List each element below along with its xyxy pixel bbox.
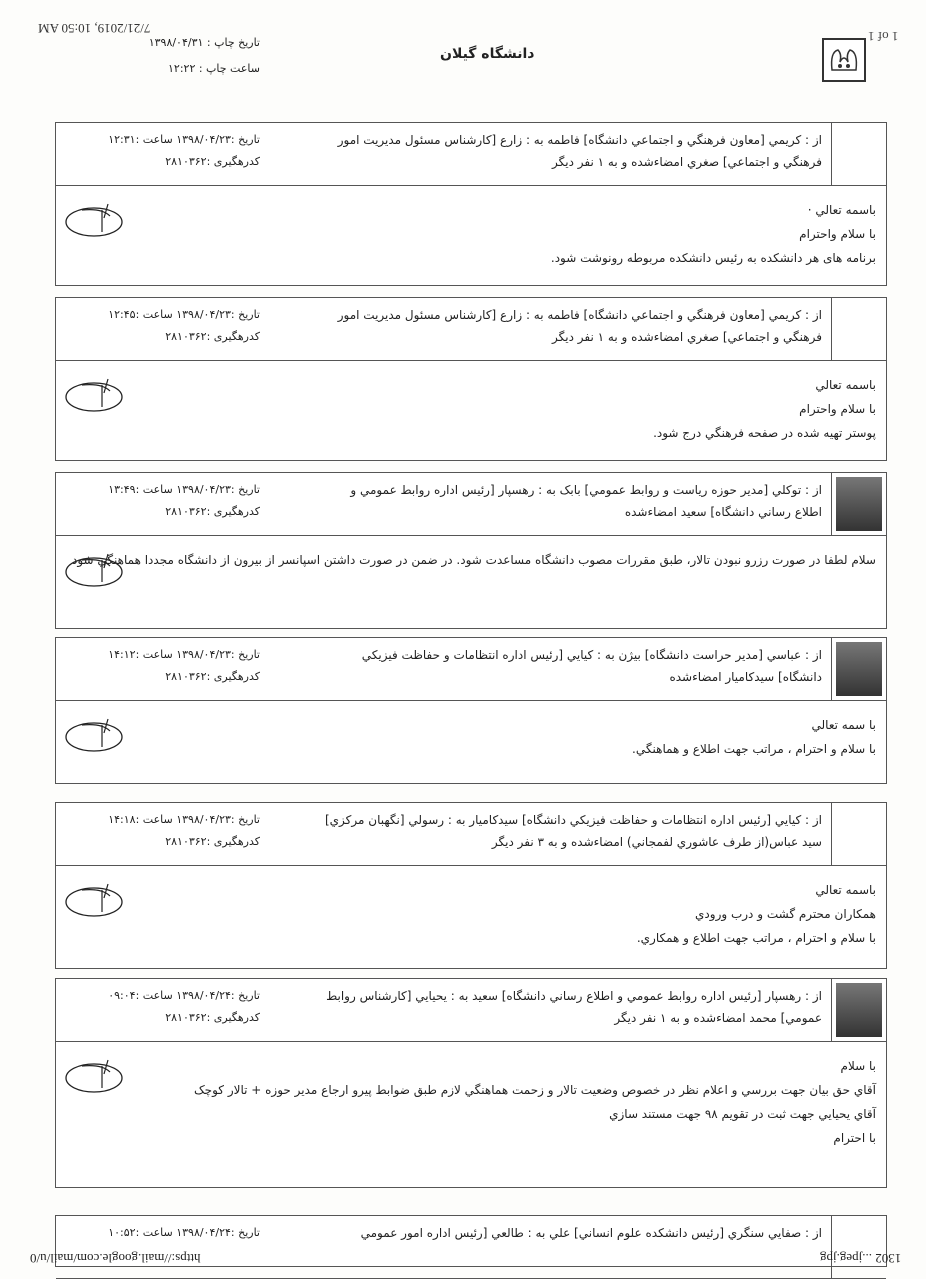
message-card — [55, 978, 887, 1188]
print-date: تاریخ چاپ : ۱۳۹۸/۰۴/۳۱ — [148, 36, 260, 49]
avatar — [836, 807, 882, 861]
message-line: با سلام — [840, 1059, 876, 1073]
message-date-time: تاریخ :۱۳۹۸/۰۴/۲۳ ساعت :۱۴:۱۸ — [108, 813, 260, 826]
message-from: از : صفایي سنگري [رئیس دانشکده علوم انساني] علي به : طالعي [رئیس اداره امور عمومي — [360, 1226, 822, 1240]
message-card — [55, 637, 887, 784]
message-card — [55, 802, 887, 969]
message-header — [56, 803, 886, 866]
message-line: با سلام و احترام ، مراتب جهت اطلاع و هماهنگي. — [632, 742, 876, 756]
message-line: باسمه تعالي · — [807, 203, 876, 217]
sender-photo — [831, 803, 886, 865]
message-line: آقاي حق بیان جهت بررسي و اعلام نظر در خصوص وضعیت تالار و زحمت هماهنگي لازم طبق ضوابط پیرو ارجاع مدیر حوزه + تالار کوچک — [193, 1083, 876, 1097]
signature-icon — [62, 1052, 132, 1097]
avatar — [836, 477, 882, 531]
tracking-code: کدرهگیری :۲۸۱۰۳۶۲ — [165, 330, 260, 343]
avatar — [836, 302, 882, 356]
sender-photo — [831, 1216, 886, 1278]
message-from: از : کیایي [رئیس اداره انتظامات و حفاظت فیزیکي دانشگاه] سیدکامیار به : رسولي [نگهبان مرکزي] سید عباس(از طرف عاشوري لفمجاني) امضاءشده و به ۳ نفر دیگر — [324, 813, 822, 849]
message-from: از : عباسي [مدیر حراست دانشگاه] بیژن به : کیایي [رئیس اداره انتظامات و حفاظت فیزیکي دانشگاه] سیدکامیار امضاءشده — [361, 648, 822, 684]
message-header — [56, 473, 886, 536]
message-meta — [60, 479, 260, 523]
avatar — [836, 983, 882, 1037]
file-name-flipped: 1302 ...jpeg.jpg — [820, 1251, 902, 1266]
sender-photo — [831, 979, 886, 1041]
message-from: از : رهسپار [رئیس اداره روابط عمومي و اطلاع رساني دانشگاه] سعید به : یحیایي [کارشناس روابط عمومي] محمد امضاءشده و به ۱ نفر دیگر — [326, 989, 822, 1025]
print-stamp-flipped: 7/21/2019, 10:50 AM — [38, 21, 151, 36]
message-line: آقاي یحیایي جهت ثبت در تقویم ۹۸ جهت مستند سازي — [609, 1107, 876, 1121]
message-body — [56, 536, 886, 576]
tracking-code: کدرهگیری :۲۸۱۰۳۶۲ — [165, 1011, 260, 1024]
sender-photo — [831, 638, 886, 700]
message-body — [56, 186, 886, 274]
tracking-code: کدرهگیری :۲۸۱۰۳۶۲ — [165, 835, 260, 848]
signature-icon — [62, 876, 132, 921]
message-header — [56, 1216, 886, 1279]
avatar — [836, 127, 882, 181]
message-header — [56, 979, 886, 1042]
message-line: سلام لطفا در صورت رزرو نبودن تالار، طبق مقررات مصوب دانشگاه مساعدت شود. در ضمن در صورت داشتن اسپانسر از بیرون از دانشگاه مجددا هماهنگي شود — [72, 553, 876, 567]
message-meta — [60, 129, 260, 173]
message-header — [56, 298, 886, 361]
tracking-code: کدرهگیری :۲۸۱۰۳۶۲ — [165, 670, 260, 683]
message-header — [56, 638, 886, 701]
sender-photo — [831, 298, 886, 360]
message-line: با سمه تعالي — [811, 718, 876, 732]
message-card — [55, 472, 887, 629]
avatar — [836, 642, 882, 696]
page-title: دانشگاه گیلان — [440, 46, 535, 62]
message-body — [56, 1042, 886, 1154]
message-date-time: تاریخ :۱۳۹۸/۰۴/۲۳ ساعت :۱۳:۴۹ — [108, 483, 260, 496]
message-body — [56, 701, 886, 765]
message-from: از : کریمي [معاون فرهنگي و اجتماعي دانشگاه] فاطمه به : زارع [کارشناس مسئول مدیریت امور فرهنگي و اجتماعي] صغري امضاءشده و به ۱ نفر دیگر — [337, 308, 822, 344]
signature-icon — [62, 546, 132, 591]
message-line: با سلام واحترام — [799, 227, 876, 241]
sender-photo — [831, 473, 886, 535]
print-time: ساعت چاپ : ۱۲:۲۲ — [168, 62, 260, 75]
message-line: باسمه تعالي — [815, 378, 876, 392]
signature-icon — [62, 711, 132, 756]
tracking-code: کدرهگیری :۲۸۱۰۳۶۲ — [165, 155, 260, 168]
message-card — [55, 122, 887, 286]
message-line: باسمه تعالي — [815, 883, 876, 897]
message-line: با سلام و احترام ، مراتب جهت اطلاع و همکاري. — [636, 931, 876, 945]
message-body — [56, 361, 886, 449]
message-from: از : توکلي [مدیر حوزه ریاست و روابط عمومي] بابک به : رهسپار [رئیس اداره روابط عمومي و اطلاع رساني دانشگاه] سعید امضاءشده — [350, 483, 822, 519]
message-header — [56, 123, 886, 186]
page-url-flipped: https://mail.google.com/mail/u/0 — [30, 1251, 201, 1266]
message-body — [56, 866, 886, 954]
university-logo — [822, 38, 866, 82]
tracking-code: کدرهگیری :۲۸۱۰۳۶۲ — [165, 505, 260, 518]
message-line: برنامه های هر دانشکده به رئیس دانشکده مربوطه رونوشت شود. — [550, 251, 876, 265]
message-line: پوستر تهیه شده در صفحه فرهنگي درج شود. — [653, 426, 876, 440]
message-line: با سلام واحترام — [799, 402, 876, 416]
sender-photo — [831, 123, 886, 185]
message-meta — [60, 985, 260, 1029]
message-date-time: تاریخ :۱۳۹۸/۰۴/۲۴ ساعت :۱۰:۵۲ — [108, 1226, 260, 1239]
signature-icon — [62, 196, 132, 241]
message-meta — [60, 1222, 260, 1244]
message-line: با احترام — [833, 1131, 876, 1145]
message-date-time: تاریخ :۱۳۹۸/۰۴/۲۴ ساعت :۰۹:۰۴ — [108, 989, 260, 1002]
message-line: همکاران محترم گشت و درب ورودي — [695, 907, 876, 921]
message-meta — [60, 304, 260, 348]
message-date-time: تاریخ :۱۳۹۸/۰۴/۲۳ ساعت :۱۲:۳۱ — [108, 133, 260, 146]
page-mark-flipped: 1 of 1 — [868, 29, 899, 44]
message-card — [55, 297, 887, 461]
message-date-time: تاریخ :۱۳۹۸/۰۴/۲۳ ساعت :۱۴:۱۲ — [108, 648, 260, 661]
message-meta — [60, 644, 260, 688]
message-from: از : کریمي [معاون فرهنگي و اجتماعي دانشگاه] فاطمه به : زارع [کارشناس مسئول مدیریت امور فرهنگي و اجتماعي] صغري امضاءشده و به ۱ نفر دیگر — [337, 133, 822, 169]
message-meta — [60, 809, 260, 853]
message-date-time: تاریخ :۱۳۹۸/۰۴/۲۳ ساعت :۱۲:۴۵ — [108, 308, 260, 321]
signature-icon — [62, 371, 132, 416]
